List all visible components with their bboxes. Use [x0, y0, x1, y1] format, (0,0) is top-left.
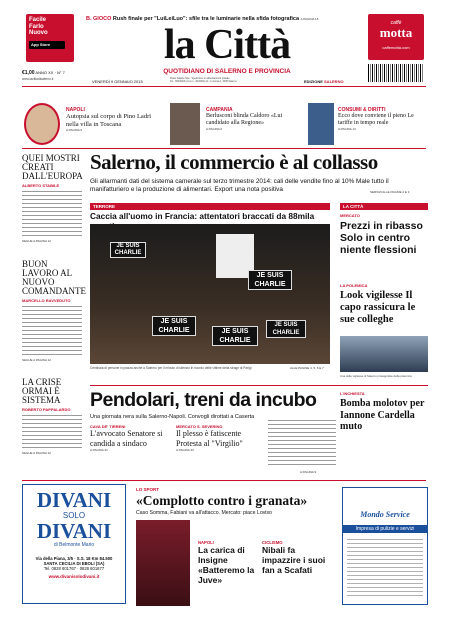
divani-line2: SOLO: [62, 511, 86, 520]
trains-page: A PAGINA 9: [300, 470, 317, 474]
divani-addr: Via della Piana, 3/5 · S.S. 18 Km 84.500: [35, 556, 113, 561]
opinion-2-body: [22, 306, 82, 358]
main-subhead: Gli allarmanti dati del sistema camerale sul terzo trimestre 2014: cali delle vendite fino al 10% Male tutto il manifatturiero e la produzione di alimentari. Export una nota positiva: [90, 178, 389, 193]
masthead-subtitle: QUOTIDIANO DI SALERNO E PROVINCIA: [163, 68, 291, 75]
edition-label: EDIZIONE: [304, 79, 323, 84]
edition-name: SALERNO: [324, 79, 344, 84]
opinion-3-body: [22, 415, 82, 451]
rc-head-2[interactable]: Look vigilesse Il capo rassicura le sue colleghe: [340, 290, 416, 325]
mondo-tagline: Impresa di pulizie e servizi: [343, 525, 427, 533]
story-severino[interactable]: [176, 424, 260, 452]
trains-headline[interactable]: Pendolari, treni da incubo: [90, 389, 317, 411]
masthead-title: la Città: [163, 22, 291, 68]
divani-sub: di Belmonte Mario: [53, 542, 95, 548]
sport-kicker: LO SPORT: [136, 487, 160, 492]
mondo-list: [347, 539, 423, 599]
severino-page: A PAGINA 23: [176, 448, 194, 452]
price-value: €1,00: [22, 70, 35, 76]
ad-caffe-motta[interactable]: [368, 14, 424, 60]
opinion-1-page: SEGUE A PAGINA 12: [22, 239, 51, 243]
strip-kicker-2: CAMPANIA: [206, 107, 233, 113]
sport-napoli[interactable]: [198, 540, 258, 585]
app-badge[interactable]: [26, 14, 74, 62]
cava-head: L'avvocato Senatore si candida a sindaco: [90, 429, 163, 448]
opinion-1-body: [22, 191, 82, 239]
rc-kicker-2: LA POLEMICA: [340, 283, 368, 288]
napoli-head: La carica di Insigne «Batteremo la Juve»: [198, 545, 255, 585]
sign-5: JE SUIS CHARLIE: [266, 320, 306, 338]
story-cava[interactable]: [90, 424, 170, 452]
masthead-date: VENERDÌ 9 GENNAIO 2015: [92, 79, 143, 84]
opinion-1[interactable]: [22, 154, 82, 243]
sign-3: JE SUIS CHARLIE: [152, 316, 196, 336]
opinion-1-title: QUEI MOSTRI CREATI DALL'EUROPA: [22, 153, 83, 181]
rc-kicker-3: L'INCHIESTA: [340, 391, 365, 396]
strip-page-2: A PAGINA 6: [206, 127, 223, 131]
right-section-bar: LA CITTÀ: [340, 203, 428, 210]
main-headline[interactable]: Salerno, il commercio è al collasso: [90, 150, 378, 174]
cava-page: A PAGINA 21: [90, 448, 108, 452]
rc-head-1[interactable]: Prezzi in ribasso Solo in centro niente flessioni: [340, 220, 423, 256]
sport-subhead: Caso Somma, Fabiani va all'attacco. Mercato: piace Loviso: [136, 510, 272, 516]
opinion-3[interactable]: [22, 378, 82, 455]
strip-text-3: Ecco dove conviene il pieno Le tariffe in tempo reale: [338, 113, 414, 126]
rc-caption: Una delle vigilesse di Salerno protagoniste della polemica: [340, 374, 412, 378]
opinion-1-author: ALBERTO STABILE: [22, 183, 60, 188]
napoli-kicker: NAPOLI: [198, 540, 214, 545]
admin-line2: D.L. 353/2003 (conv. L. 46/2004) art. 1 comma 1, DCB Salerno: [170, 80, 237, 83]
opinion-3-page: SEGUE A PAGINA 12: [22, 451, 51, 455]
teaser-text: Rush finale per "LuiLeiLuo": sfile tra le luminarie nella sfida fotografica: [112, 16, 300, 22]
photo-headline[interactable]: Caccia all'uomo in Francia: attentatori braccati da 88mila: [90, 211, 315, 221]
divani-tel: Tel. 0828 601767 · 0828 601677: [43, 566, 105, 571]
strip-kicker-1: NAPOLI: [66, 107, 85, 113]
strip-page-3: A PAGINA 13: [338, 127, 356, 131]
strip-photo-3[interactable]: [308, 103, 334, 145]
app-badge-line1: Facile: [29, 17, 47, 23]
masthead-rule: [22, 86, 426, 87]
opinion-2-title: BUON LAVORO AL NUOVO COMANDANTE: [22, 259, 86, 296]
ad-brand-small: caffè: [390, 20, 402, 26]
masthead-admin: [170, 77, 300, 83]
sign-2: JE SUIS CHARLIE: [248, 270, 292, 290]
mondo-brand: Mondo Service: [360, 510, 410, 519]
cava-kicker: CAVA DE' TIRRENI: [90, 424, 126, 429]
app-store-badge: App Store: [29, 41, 65, 50]
admin-line1: Poste Italiane Spa · Spedizione in abbonamento postale: [170, 77, 230, 80]
trains-body: [268, 420, 336, 466]
photo-caption: Centinaia di persone in piazza anche a Salerno per il minuto di silenzio in ricordo delle vittime della strage di Parigi: [90, 366, 252, 370]
strip-item-1[interactable]: [66, 107, 158, 132]
divani-site: www.divanisolodivani.it: [48, 574, 100, 579]
strip-text-1: Autopsia sul corpo di Pino Ladri nella villa in Toscana: [66, 113, 152, 128]
mid-rule: [90, 385, 428, 386]
severino-kicker: MERCATO S. SEVERINO: [176, 424, 223, 429]
sport-body: [136, 520, 190, 606]
ad-brand: motta: [379, 25, 413, 40]
app-badge-line3: Nuovo: [29, 30, 48, 36]
lower-rule: [22, 480, 426, 481]
trains-subhead: Una giornata nera sulla Salerno-Napoli. Convogli dirottati a Caserta: [90, 414, 255, 420]
photo-kicker: TERRORE: [90, 203, 330, 210]
strip-page-1: A PAGINA 6: [66, 128, 83, 132]
sport-headline[interactable]: «Complotto contro i granata»: [136, 493, 308, 508]
strip-item-2[interactable]: [206, 107, 306, 131]
ciclismo-kicker: CICLISMO: [262, 540, 283, 545]
photo-page: ALLE PAGINE 4, 5, 6 E 7: [290, 366, 324, 370]
opinion-3-title: LA CRISE ORMAI È SISTEMA: [22, 377, 62, 405]
sport-ciclismo[interactable]: [262, 540, 332, 575]
severino-head: Il plesso è fatiscente Protesta al "Virgilio": [176, 429, 243, 448]
edition: [304, 79, 344, 84]
strip-item-3[interactable]: [338, 107, 428, 131]
divani-city: SANTA CECILIA DI EBOLI (SA): [43, 561, 105, 566]
divani-line1: DIVANI: [36, 488, 112, 512]
vigilesse-photo[interactable]: [340, 336, 428, 372]
protest-photo[interactable]: [90, 224, 330, 364]
ad-divani[interactable]: [22, 484, 126, 604]
strip-photo-2[interactable]: [170, 103, 200, 145]
sign-1: JE SUIS CHARLIE: [110, 242, 146, 258]
rc-kicker-1: MERCATO: [340, 213, 360, 218]
main-page: SERVIZI ALLE PAGINE 2 E 3: [370, 190, 410, 194]
opinion-2-author: MARCELLO RAVVEDUTO: [22, 298, 71, 303]
sign-4: JE SUIS CHARLIE: [212, 326, 258, 346]
ad-url: caffemotta.com: [382, 45, 410, 50]
price: [22, 70, 102, 76]
site-url[interactable]: www.lacittadisalerno.it: [22, 77, 54, 81]
divani-line3: DIVANI: [36, 519, 112, 543]
opinion-2-page: SEGUE A PAGINA 12: [22, 358, 51, 362]
teaser-kicker: B. GIOCO: [86, 16, 112, 22]
ad-mondo-service[interactable]: [342, 487, 428, 605]
opinion-2[interactable]: [22, 259, 86, 362]
app-badge-line2: Farlo: [29, 23, 44, 30]
barcode: [368, 64, 424, 82]
strip-kicker-3: CONSUMI & DIRITTI: [338, 107, 386, 113]
strip-photo-1[interactable]: [24, 103, 60, 145]
strip-rule: [22, 148, 426, 149]
price-note: ANNO XX · N° 7: [35, 70, 65, 75]
rc-head-3[interactable]: Bomba molotov per Iannone Cardella muto: [340, 398, 425, 432]
strip-text-2: Berlusconi blinda Caldoro «Lui candidato alla Regione»: [206, 113, 283, 126]
teaser-page: A PAGINA 15: [300, 17, 319, 21]
ciclismo-head: Nibali fa impazzire i suoi fan a Scafati: [262, 545, 326, 575]
opinion-3-author: ROBERTO PAPPALARDO: [22, 407, 71, 412]
